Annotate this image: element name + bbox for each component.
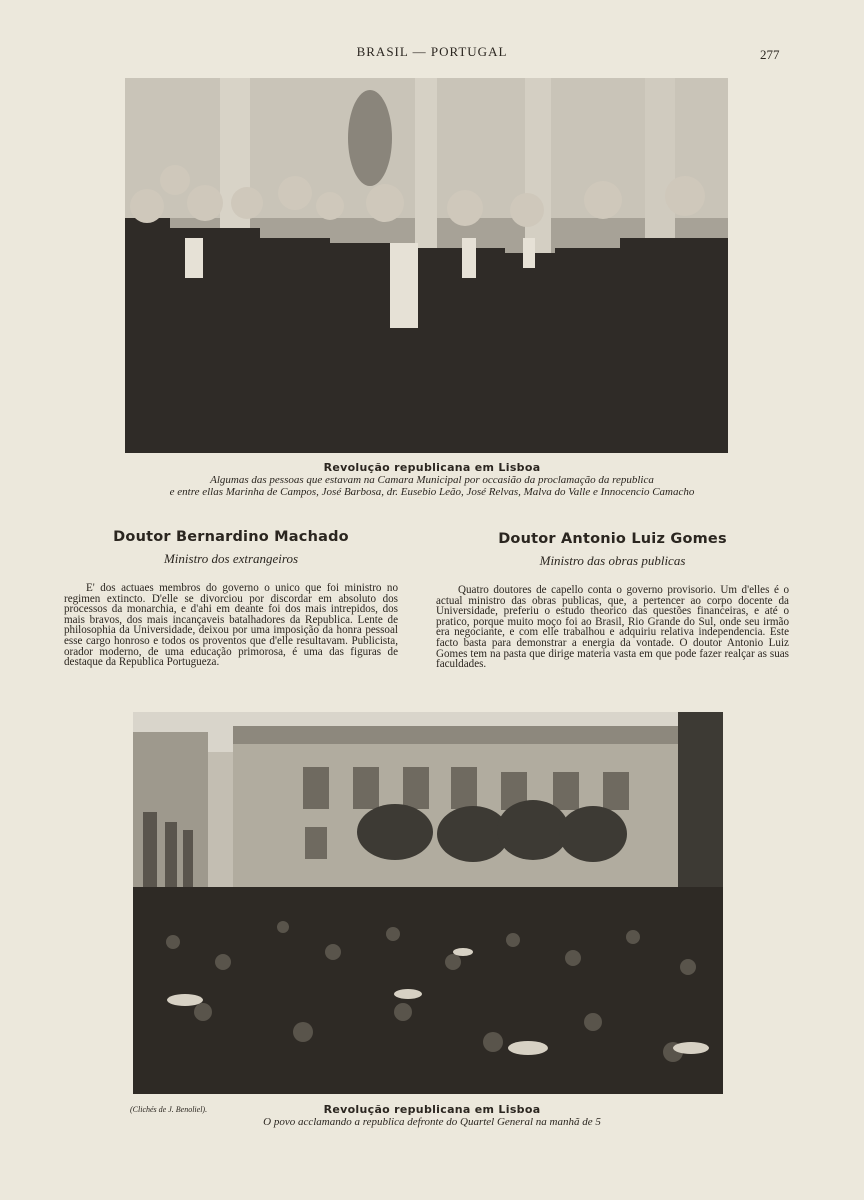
right-article-subheading: Ministro das obras publicas bbox=[539, 553, 686, 568]
left-article-subheading: Ministro dos extrangeiros bbox=[163, 551, 299, 566]
group-portrait-illustration bbox=[125, 78, 728, 453]
right-article bbox=[436, 531, 789, 670]
crowd-illustration bbox=[133, 712, 723, 1094]
photo2-caption-line: O povo acclamando a republica defronte do Quartel General na manhã de 5 bbox=[263, 1116, 601, 1128]
crowd-photo bbox=[133, 712, 723, 1094]
photo1-caption-line2: e entre ellas Marinha de Campos, José Barbosa, dr. Eusebio Leão, José Relvas, Malva do Valle e Innocencio Camacho bbox=[169, 486, 695, 498]
photo1-caption bbox=[0, 461, 864, 498]
photo2-caption-title: Revolução republicana em Lisboa bbox=[323, 1103, 541, 1116]
left-article-heading: Doutor Bernardino Machado bbox=[113, 529, 349, 545]
left-article bbox=[64, 529, 398, 668]
right-article-body: Quatro doutores de capello conta o governo provisorio. Um d'elles é o actual ministro das obras publicas, que, a pertencer ao corpo docente da Universidade, preferiu o estudo theorico das questões financeiras, e até o pratico, porque muito moço foi ao Brasil, Rio Grande do Sul, onde seu irmão era negociante, e com elle trabalhou e adquiriu relativa independencia. Este facto basta para demonstrar a energia da vontade. O doutor Antonio Luiz Gomes tem na pasta que dirige materia vasta em que pode fazer realçar as suas faculdades. bbox=[436, 584, 789, 671]
photo2-caption bbox=[0, 1103, 864, 1128]
photo1-caption-line1: Algumas das pessoas que estavam na Camara Municipal por occasião da proclamação da republica bbox=[210, 474, 654, 486]
photo-credit: (Clichés de J. Benoliel). bbox=[130, 1105, 208, 1114]
left-article-body: E' dos actuaes membros do governo o unico que foi ministro no regimen extincto. D'elle se divorciou por discordar em absoluto dos processos da monarchia, e d'ahi em deante foi dos mais intrepidos, dos mais bravos, dos mais incançaveis batalhadores da Republica. Lente de philosophia da Universidade, deixou por uma imposição da honra pessoal esse cargo honroso e todos os proventos que d'elle resultavam. Publicista, orador moderno, de uma educação primorosa, é uma das figuras de destaque da Republica Portugueza. bbox=[64, 582, 398, 669]
photo1-caption-title: Revolução republicana em Lisboa bbox=[323, 461, 541, 474]
right-article-heading: Doutor Antonio Luiz Gomes bbox=[498, 531, 727, 547]
page-number: 277 bbox=[760, 47, 780, 62]
group-portrait-photo bbox=[125, 78, 728, 453]
running-title: BRASIL — PORTUGAL bbox=[356, 44, 508, 59]
